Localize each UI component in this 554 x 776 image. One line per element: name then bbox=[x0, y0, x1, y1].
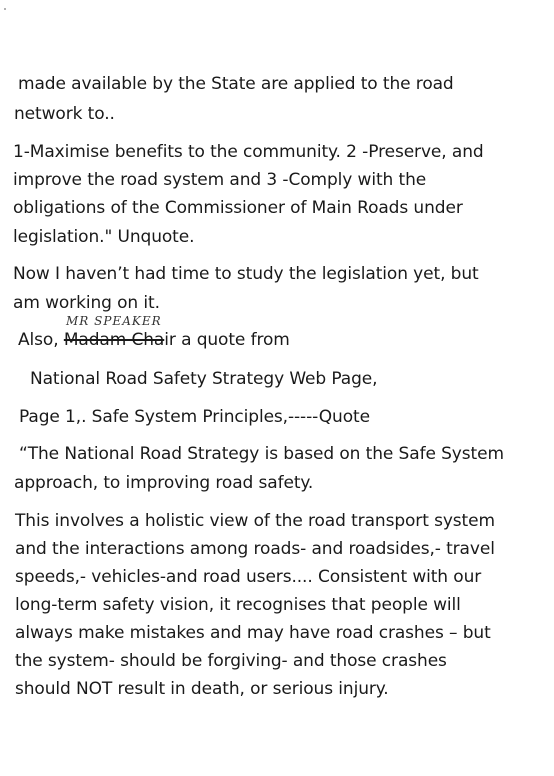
also-line bbox=[18, 330, 290, 350]
text-line: made available by the State are applied to the road bbox=[18, 74, 454, 94]
text-line: always make mistakes and may have road crashes – but bbox=[15, 623, 491, 643]
handwritten-correction: MR SPEAKER bbox=[66, 314, 162, 328]
text-line: 1-Maximise benefits to the community. 2 -Preserve, and bbox=[13, 142, 484, 162]
text-line: obligations of the Commissioner of Main Roads under bbox=[13, 198, 463, 218]
struck-text: Madam Cha bbox=[63, 330, 165, 350]
text-line: approach, to improving road safety. bbox=[14, 473, 314, 493]
text-line: “The National Road Strategy is based on the Safe System bbox=[19, 444, 504, 464]
text-line: and the interactions among roads- and roadsides,- travel bbox=[15, 539, 495, 559]
scan-speck bbox=[4, 8, 6, 10]
text-line: long-term safety vision, it recognises that people will bbox=[15, 595, 461, 615]
text-line: am working on it. bbox=[13, 293, 160, 313]
text-line: network to.. bbox=[14, 104, 115, 124]
text-line: Page 1,. Safe System Principles,-----Quote bbox=[19, 407, 370, 427]
text-line: the system- should be forgiving- and those crashes bbox=[15, 651, 447, 671]
text-line: This involves a holistic view of the road transport system bbox=[15, 511, 495, 531]
also-prefix: Also, bbox=[18, 330, 64, 350]
text-line: speeds,- vehicles-and road users.... Consistent with our bbox=[15, 567, 482, 587]
text-line: legislation." Unquote. bbox=[13, 227, 195, 247]
text-line: Now I haven’t had time to study the legislation yet, but bbox=[13, 264, 479, 284]
text-line: should NOT result in death, or serious injury. bbox=[15, 679, 389, 699]
text-line: National Road Safety Strategy Web Page, bbox=[30, 369, 378, 389]
also-suffix: ir a quote from bbox=[164, 330, 290, 350]
text-line: improve the road system and 3 -Comply with the bbox=[13, 170, 427, 190]
